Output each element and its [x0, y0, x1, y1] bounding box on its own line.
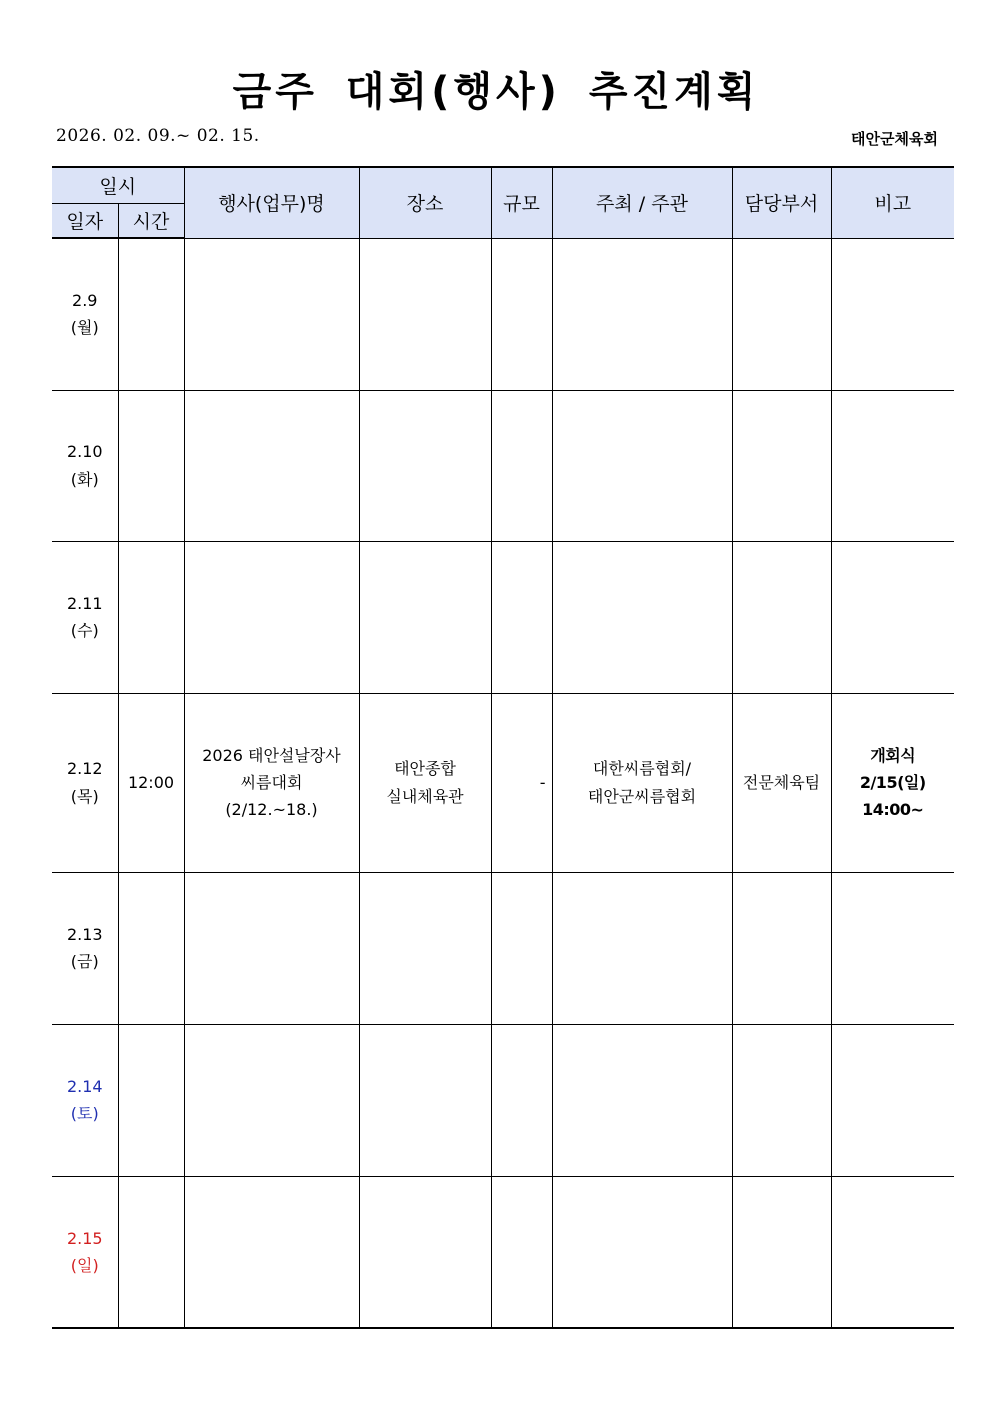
scale-cell: - — [491, 693, 552, 872]
event-cell — [184, 390, 359, 541]
dept-cell — [732, 1176, 831, 1328]
venue-cell — [359, 1176, 491, 1328]
organization-name: 태안군체육회 — [851, 130, 938, 148]
dept-cell — [732, 872, 831, 1024]
remark-line: 개회식 — [870, 745, 916, 765]
date-text: 2.15 — [66, 1228, 103, 1248]
host-line: 태안군씨름협회 — [587, 786, 697, 806]
time-cell — [118, 1024, 184, 1176]
dept-cell — [732, 238, 831, 390]
remarks-cell — [831, 872, 954, 1024]
header-remarks: 비고 — [831, 167, 954, 238]
event-cell — [184, 238, 359, 390]
scale-cell — [491, 872, 552, 1024]
weekday-text: (목) — [70, 786, 99, 806]
remarks-cell — [831, 1176, 954, 1328]
date-text: 2.14 — [66, 1076, 103, 1096]
weekday-text: (수) — [70, 621, 99, 640]
table-row — [52, 1176, 954, 1328]
date-text: 2.11 — [66, 593, 103, 613]
weekday-text: (토) — [70, 1104, 99, 1123]
table-row — [52, 693, 954, 872]
weekday-text: (월) — [70, 318, 99, 338]
dept-cell — [732, 390, 831, 541]
dept-cell: 전문체육팀 — [732, 693, 831, 872]
remarks-cell — [831, 238, 954, 390]
event-cell — [184, 693, 359, 872]
table-row — [52, 390, 954, 541]
time-cell — [118, 390, 184, 541]
remark-line: 14:00~ — [862, 800, 924, 820]
time-cell — [118, 541, 184, 693]
host-cell — [552, 872, 732, 1024]
table-row — [52, 541, 954, 693]
scale-cell — [491, 390, 552, 541]
host-cell — [552, 1176, 732, 1328]
host-cell — [552, 693, 732, 872]
scale-cell — [491, 1176, 552, 1328]
table-row — [52, 1024, 954, 1176]
header-date: 일자 — [52, 203, 118, 238]
venue-cell — [359, 1024, 491, 1176]
time-cell — [118, 1176, 184, 1328]
date-cell — [52, 390, 118, 541]
date-cell — [52, 1024, 118, 1176]
header-host: 주최 / 주관 — [552, 167, 732, 238]
weekday-text: (화) — [70, 469, 99, 489]
table-row — [52, 872, 954, 1024]
venue-cell — [359, 693, 491, 872]
header-venue: 장소 — [359, 167, 491, 238]
host-cell — [552, 238, 732, 390]
schedule-table — [52, 166, 954, 1329]
venue-line: 실내체육관 — [386, 786, 464, 806]
dept-cell — [732, 541, 831, 693]
time-cell — [118, 238, 184, 390]
venue-cell — [359, 238, 491, 390]
scale-cell — [491, 238, 552, 390]
header-datetime: 일시 — [52, 167, 184, 203]
host-cell — [552, 541, 732, 693]
date-cell — [52, 872, 118, 1024]
header-dept: 담당부서 — [732, 167, 831, 238]
header-scale: 규모 — [491, 167, 552, 238]
date-text: 2.9 — [72, 291, 98, 311]
table-row — [52, 238, 954, 390]
weekday-text: (금) — [70, 952, 99, 971]
time-cell: 12:00 — [118, 693, 184, 872]
event-cell — [184, 1024, 359, 1176]
event-cell — [184, 872, 359, 1024]
event-name-line: 2026 태안설날장사 — [202, 745, 341, 765]
host-cell — [552, 1024, 732, 1176]
remarks-cell — [831, 1024, 954, 1176]
period-text: 2026. 02. 09.~ 02. 15. — [56, 126, 260, 146]
date-cell — [52, 238, 118, 390]
date-text: 2.12 — [66, 759, 103, 779]
event-name-line: 씨름대회 — [240, 772, 303, 792]
venue-cell — [359, 872, 491, 1024]
event-cell — [184, 1176, 359, 1328]
host-cell — [552, 390, 732, 541]
weekday-text: (일) — [70, 1255, 99, 1275]
scale-cell — [491, 541, 552, 693]
date-cell — [52, 541, 118, 693]
dept-cell — [732, 1024, 831, 1176]
event-cell — [184, 541, 359, 693]
date-text: 2.13 — [66, 924, 103, 944]
remarks-cell — [831, 390, 954, 541]
remark-line: 2/15(일) — [859, 772, 926, 792]
date-cell — [52, 693, 118, 872]
scale-cell — [491, 1024, 552, 1176]
time-cell — [118, 872, 184, 1024]
date-text: 2.10 — [66, 442, 103, 462]
page-title: 금주 대회(행사) 추진계획 — [232, 69, 760, 115]
date-cell — [52, 1176, 118, 1328]
remarks-cell — [831, 693, 954, 872]
header-event: 행사(업무)명 — [184, 167, 359, 238]
header-time: 시간 — [118, 203, 184, 238]
event-period: (2/12.~18.) — [225, 800, 318, 820]
venue-cell — [359, 390, 491, 541]
host-line: 대한씨름협회/ — [592, 759, 692, 779]
venue-line: 태안종합 — [394, 759, 456, 779]
venue-cell — [359, 541, 491, 693]
remarks-cell — [831, 541, 954, 693]
